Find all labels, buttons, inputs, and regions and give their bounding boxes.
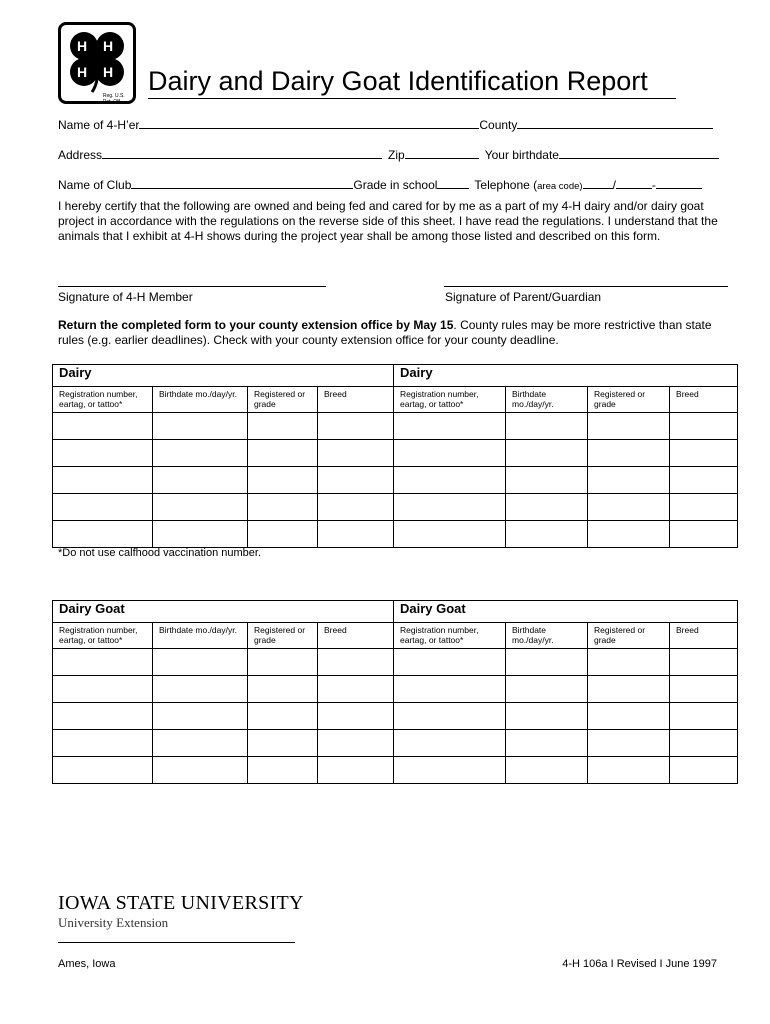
svg-text:H: H xyxy=(103,38,114,54)
table-cell[interactable] xyxy=(506,521,588,548)
column-header: Breed xyxy=(670,387,738,413)
table-cell[interactable] xyxy=(588,676,670,703)
table-cell[interactable] xyxy=(248,494,318,521)
table-cell[interactable] xyxy=(588,467,670,494)
column-header: Breed xyxy=(318,623,394,649)
column-header: Registration number, eartag, or tattoo* xyxy=(394,623,506,649)
telephone-label: Telephone ( xyxy=(474,178,538,192)
page-title: Dairy and Dairy Goat Identification Report xyxy=(148,64,676,99)
table-row xyxy=(53,703,738,730)
phone-line-field[interactable] xyxy=(656,176,702,189)
phone-dash: - xyxy=(651,178,656,192)
zip-field[interactable] xyxy=(405,146,479,159)
dairy-goat-table xyxy=(52,600,738,784)
table-cell[interactable] xyxy=(506,730,588,757)
column-header: Registration number, eartag, or tattoo* xyxy=(53,623,153,649)
table-row xyxy=(53,521,738,548)
table-cell[interactable] xyxy=(153,703,248,730)
table-row xyxy=(53,649,738,676)
table-row xyxy=(53,413,738,440)
grade-field[interactable] xyxy=(437,176,469,189)
table-row xyxy=(53,757,738,784)
column-header: Birthdate mo./day/yr. xyxy=(153,623,248,649)
column-header: Breed xyxy=(670,623,738,649)
table-cell[interactable] xyxy=(248,649,318,676)
table-cell[interactable] xyxy=(670,494,738,521)
table-cell[interactable] xyxy=(670,521,738,548)
table-cell[interactable] xyxy=(394,467,506,494)
footer-divider xyxy=(58,942,295,943)
isu-logo xyxy=(58,892,304,931)
table-row xyxy=(53,467,738,494)
footer-publication: 4-H 106a I Revised I June 1997 xyxy=(562,958,717,970)
table-cell[interactable] xyxy=(506,494,588,521)
table-cell[interactable] xyxy=(318,467,394,494)
table-cell[interactable] xyxy=(670,467,738,494)
club-label: Name of Club xyxy=(58,178,132,192)
table-row xyxy=(53,730,738,757)
table-cell[interactable] xyxy=(506,676,588,703)
table-cell[interactable] xyxy=(53,757,153,784)
return-notice-rest: . County rules may be more restrictive than state rules (e.g. earlier deadlines). Check with your county extension office for your county deadline. xyxy=(58,318,712,347)
column-header: Registration number, eartag, or tattoo* xyxy=(53,387,153,413)
table-cell[interactable] xyxy=(318,676,394,703)
table-cell[interactable] xyxy=(588,413,670,440)
table-cell[interactable] xyxy=(506,757,588,784)
goat-left-title: Dairy Goat xyxy=(53,601,394,623)
table-cell[interactable] xyxy=(248,703,318,730)
grade-label: Grade in school xyxy=(353,178,438,192)
university-name: IOWA STATE UNIVERSITY xyxy=(58,892,304,914)
table-cell[interactable] xyxy=(394,440,506,467)
svg-text:H: H xyxy=(77,64,88,80)
parent-signature-line[interactable] xyxy=(444,286,728,287)
column-header: Birthdate mo./day/yr. xyxy=(153,387,248,413)
table-cell[interactable] xyxy=(506,703,588,730)
table-cell[interactable] xyxy=(53,730,153,757)
table-cell[interactable] xyxy=(506,413,588,440)
birthdate-label: Your birthdate xyxy=(484,148,559,162)
dairy-left-title: Dairy xyxy=(53,365,394,387)
table-cell[interactable] xyxy=(394,730,506,757)
column-header: Birthdate mo./day/yr. xyxy=(506,623,588,649)
table-cell[interactable] xyxy=(248,413,318,440)
table-row xyxy=(53,440,738,467)
name-county-row xyxy=(58,116,713,133)
table-cell[interactable] xyxy=(670,730,738,757)
table-cell[interactable] xyxy=(588,440,670,467)
birthdate-field[interactable] xyxy=(559,146,719,159)
county-label: County xyxy=(479,118,518,132)
address-label: Address xyxy=(58,148,103,162)
dairy-right-title: Dairy xyxy=(394,365,738,387)
table-cell[interactable] xyxy=(53,676,153,703)
table-cell[interactable] xyxy=(53,413,153,440)
member-signature-label: Signature of 4-H Member xyxy=(58,290,193,304)
table-cell[interactable] xyxy=(670,757,738,784)
column-header: Registered or grade xyxy=(248,623,318,649)
extension-name: University Extension xyxy=(58,915,169,930)
table-cell[interactable] xyxy=(318,440,394,467)
logo-registration-text: Reg. U.S. Pat. Off. xyxy=(103,93,125,105)
table-cell[interactable] xyxy=(248,467,318,494)
table-cell[interactable] xyxy=(588,649,670,676)
table-cell[interactable] xyxy=(588,494,670,521)
table-cell[interactable] xyxy=(670,413,738,440)
clover-icon xyxy=(62,26,132,100)
return-notice xyxy=(58,318,722,348)
table-cell[interactable] xyxy=(394,649,506,676)
address-row xyxy=(58,146,719,163)
table-cell[interactable] xyxy=(53,440,153,467)
certification-text: I hereby certify that the following are owned and being fed and cared for by me as a part of my 4-H dairy and/or dairy goat project in accordance with the regulations on the reverse side of this sheet. I have read the regulations. I understand that the animals that I exhibit at 4-H shows during the project year shall be among those listed and described on this form. xyxy=(58,199,718,243)
table-cell[interactable] xyxy=(318,521,394,548)
4h-clover-logo xyxy=(58,22,136,104)
zip-label: Zip xyxy=(388,148,405,162)
address-field[interactable] xyxy=(102,146,382,159)
column-header: Registered or grade xyxy=(248,387,318,413)
table-cell[interactable] xyxy=(670,440,738,467)
svg-text:H: H xyxy=(77,38,88,54)
table-cell[interactable] xyxy=(394,413,506,440)
table-cell[interactable] xyxy=(153,649,248,676)
table-cell[interactable] xyxy=(670,676,738,703)
table-row xyxy=(53,676,738,703)
table-cell[interactable] xyxy=(588,703,670,730)
area-code-label: area code) xyxy=(537,181,583,192)
table-cell[interactable] xyxy=(248,521,318,548)
return-notice-bold: Return the completed form to your county extension office by May 15 xyxy=(58,318,454,332)
table-cell[interactable] xyxy=(53,494,153,521)
member-signature-line[interactable] xyxy=(58,286,326,287)
column-header: Birthdate mo./day/yr. xyxy=(506,387,588,413)
name-label: Name of 4-H’er xyxy=(58,118,140,132)
table-cell[interactable] xyxy=(248,676,318,703)
table-cell[interactable] xyxy=(394,521,506,548)
svg-text:H: H xyxy=(103,64,114,80)
table-cell[interactable] xyxy=(670,703,738,730)
table-cell[interactable] xyxy=(248,730,318,757)
parent-signature-label: Signature of Parent/Guardian xyxy=(445,290,602,304)
club-row xyxy=(58,176,702,195)
phone-slash: / xyxy=(612,178,616,192)
footer-location: Ames, Iowa xyxy=(58,958,116,970)
table-cell[interactable] xyxy=(153,494,248,521)
dairy-table xyxy=(52,364,738,548)
name-field[interactable] xyxy=(139,116,479,129)
county-field[interactable] xyxy=(517,116,713,129)
area-code-field[interactable] xyxy=(583,176,613,189)
table-cell[interactable] xyxy=(506,440,588,467)
table-cell[interactable] xyxy=(53,649,153,676)
column-header: Breed xyxy=(318,387,394,413)
table-cell[interactable] xyxy=(153,467,248,494)
table-row xyxy=(53,494,738,521)
table-cell[interactable] xyxy=(153,730,248,757)
table-cell[interactable] xyxy=(318,730,394,757)
table-cell[interactable] xyxy=(394,676,506,703)
table-cell[interactable] xyxy=(506,467,588,494)
table-cell[interactable] xyxy=(153,676,248,703)
table-cell[interactable] xyxy=(53,703,153,730)
club-field[interactable] xyxy=(131,176,353,189)
table-cell[interactable] xyxy=(318,703,394,730)
table-cell[interactable] xyxy=(506,649,588,676)
table-cell[interactable] xyxy=(153,413,248,440)
table-cell[interactable] xyxy=(53,521,153,548)
table-cell[interactable] xyxy=(588,730,670,757)
table-cell[interactable] xyxy=(318,757,394,784)
table-cell[interactable] xyxy=(588,521,670,548)
table-cell[interactable] xyxy=(670,649,738,676)
table-cell[interactable] xyxy=(394,757,506,784)
goat-right-title: Dairy Goat xyxy=(394,601,738,623)
table-cell[interactable] xyxy=(248,757,318,784)
table-cell[interactable] xyxy=(394,703,506,730)
table-cell[interactable] xyxy=(153,521,248,548)
table-cell[interactable] xyxy=(318,413,394,440)
column-header: Registered or grade xyxy=(588,387,670,413)
dairy-footnote: *Do not use calfhood vaccination number. xyxy=(58,547,262,559)
table-cell[interactable] xyxy=(394,494,506,521)
table-cell[interactable] xyxy=(153,757,248,784)
table-cell[interactable] xyxy=(248,440,318,467)
table-cell[interactable] xyxy=(153,440,248,467)
column-header: Registration number, eartag, or tattoo* xyxy=(394,387,506,413)
column-header: Registered or grade xyxy=(588,623,670,649)
table-cell[interactable] xyxy=(53,467,153,494)
phone-prefix-field[interactable] xyxy=(616,176,652,189)
table-cell[interactable] xyxy=(318,649,394,676)
table-cell[interactable] xyxy=(318,494,394,521)
table-cell[interactable] xyxy=(588,757,670,784)
